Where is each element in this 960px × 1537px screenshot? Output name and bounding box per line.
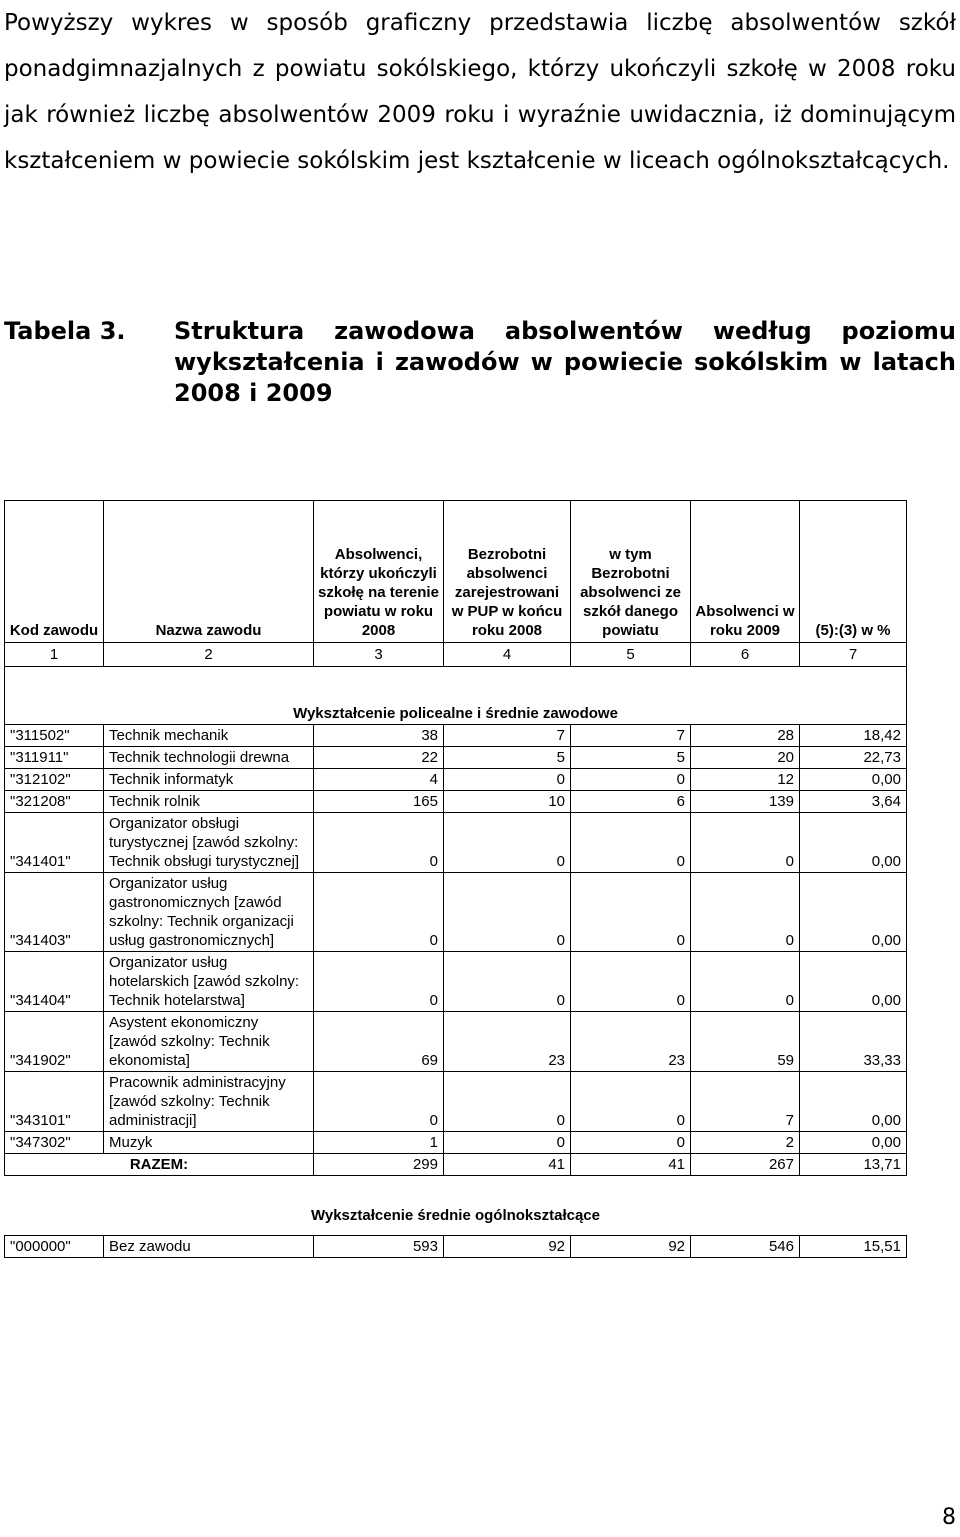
page-number: 8: [942, 1505, 956, 1530]
cell-graduates-2009: 12: [691, 769, 800, 791]
cell-ratio: 0,00: [800, 1072, 907, 1132]
cell-ratio: 18,42: [800, 725, 907, 747]
table-row: [5, 791, 907, 813]
cell-unemployed-2008: 92: [444, 1236, 571, 1258]
cell-graduates-2008: 69: [314, 1012, 444, 1072]
cell-unemployed-local: 0: [571, 1132, 691, 1154]
cell-ratio: 0,00: [800, 813, 907, 873]
cell-ratio: 0,00: [800, 873, 907, 952]
section1-title: Wykształcenie policealne i średnie zawodowe: [5, 667, 907, 725]
cell-graduates-2009: 2: [691, 1132, 800, 1154]
header-graduates-2009: Absolwenci w roku 2009: [691, 501, 800, 643]
cell-unemployed-local: 0: [571, 1072, 691, 1132]
cell-name: Organizator usług hotelarskich [zawód szkolny: Technik hotelarstwa]: [104, 952, 314, 1012]
colnum-3: 3: [314, 643, 444, 667]
cell-graduates-2009: 139: [691, 791, 800, 813]
intro-paragraph: Powyższy wykres w sposób graficzny przedstawia liczbę absolwentów szkół ponadgimnazjalnych z powiatu sokólskiego, którzy ukończyli szkołę w 2008 roku jak również liczbę absolwentów 2009 roku i wyraźnie uwidacznia, iż dominującym kształceniem w powiecie sokólskim jest kształcenie w liceach ogólnokształcących.: [4, 10, 956, 174]
section1-rows: [5, 725, 907, 1154]
colnum-6: 6: [691, 643, 800, 667]
table-row: [5, 952, 907, 1012]
cell-ratio: 33,33: [800, 1012, 907, 1072]
table-row: [5, 1132, 907, 1154]
table-row: [5, 1236, 907, 1258]
cell-name: Pracownik administracyjny [zawód szkolny: Technik administracji]: [104, 1072, 314, 1132]
header-name: Nazwa zawodu: [104, 501, 314, 643]
cell-ratio: 22,73: [800, 747, 907, 769]
total-c3: 299: [314, 1154, 444, 1176]
total-c4: 41: [444, 1154, 571, 1176]
cell-name: Asystent ekonomiczny [zawód szkolny: Technik ekonomista]: [104, 1012, 314, 1072]
cell-graduates-2009: 59: [691, 1012, 800, 1072]
total-label: RAZEM:: [5, 1154, 314, 1176]
cell-graduates-2009: 28: [691, 725, 800, 747]
cell-code: "341404": [5, 952, 104, 1012]
header-unemployed-2008: Bezrobotni absolwenci zarejestrowani w PUP w końcu roku 2008: [444, 501, 571, 643]
cell-code: "321208": [5, 791, 104, 813]
cell-unemployed-local: 0: [571, 813, 691, 873]
table-row: [5, 813, 907, 873]
cell-graduates-2008: 1: [314, 1132, 444, 1154]
cell-graduates-2008: 0: [314, 873, 444, 952]
header-ratio: (5):(3) w %: [800, 501, 907, 643]
cell-name: Muzyk: [104, 1132, 314, 1154]
section2-title: Wykształcenie średnie ogólnokształcące: [310, 1206, 600, 1224]
total-row: [5, 1154, 907, 1176]
section-header: [5, 667, 907, 725]
cell-name: Technik rolnik: [104, 791, 314, 813]
cell-graduates-2009: 0: [691, 873, 800, 952]
cell-unemployed-local: 0: [571, 769, 691, 791]
cell-unemployed-2008: 0: [444, 813, 571, 873]
table-caption-label: Tabela 3.: [4, 317, 126, 345]
cell-graduates-2009: 546: [691, 1236, 800, 1258]
cell-unemployed-local: 92: [571, 1236, 691, 1258]
cell-code: "311502": [5, 725, 104, 747]
cell-ratio: 15,51: [800, 1236, 907, 1258]
cell-name: Organizator usług gastronomicznych [zawód szkolny: Technik organizacji usług gastronomicznych]: [104, 873, 314, 952]
cell-unemployed-2008: 0: [444, 873, 571, 952]
cell-name: Technik informatyk: [104, 769, 314, 791]
cell-unemployed-local: 0: [571, 873, 691, 952]
total-c6: 267: [691, 1154, 800, 1176]
colnum-5: 5: [571, 643, 691, 667]
cell-code: "000000": [5, 1236, 104, 1258]
cell-code: "312102": [5, 769, 104, 791]
cell-unemployed-2008: 0: [444, 769, 571, 791]
cell-code: "343101": [5, 1072, 104, 1132]
cell-code: "341902": [5, 1012, 104, 1072]
cell-graduates-2008: 4: [314, 769, 444, 791]
cell-code: "347302": [5, 1132, 104, 1154]
cell-unemployed-local: 23: [571, 1012, 691, 1072]
cell-graduates-2008: 0: [314, 952, 444, 1012]
cell-unemployed-2008: 0: [444, 952, 571, 1012]
cell-unemployed-2008: 7: [444, 725, 571, 747]
table-caption-text: Struktura zawodowa absolwentów według poziomu wykształcenia i zawodów w powiecie sokólskim w latach 2008 i 2009: [174, 317, 956, 407]
header-code: Kod zawodu: [5, 501, 104, 643]
table-row: [5, 725, 907, 747]
header-row: [5, 501, 907, 643]
data-table: [4, 500, 907, 1258]
spacer-row: [5, 1176, 907, 1196]
cell-graduates-2008: 165: [314, 791, 444, 813]
cell-graduates-2008: 0: [314, 1072, 444, 1132]
section2-rows: [5, 1236, 907, 1258]
total-c5: 41: [571, 1154, 691, 1176]
cell-ratio: 3,64: [800, 791, 907, 813]
section-header: [5, 1196, 907, 1236]
header-graduates-2008: Absolwenci, którzy ukończyli szkołę na terenie powiatu w roku 2008: [314, 501, 444, 643]
cell-ratio: 0,00: [800, 1132, 907, 1154]
cell-name: Technik mechanik: [104, 725, 314, 747]
colnum-1: 1: [5, 643, 104, 667]
cell-unemployed-2008: 5: [444, 747, 571, 769]
cell-name: Bez zawodu: [104, 1236, 314, 1258]
colnum-2: 2: [104, 643, 314, 667]
section1-total: [5, 1154, 907, 1236]
table-row: [5, 873, 907, 952]
colnum-4: 4: [444, 643, 571, 667]
cell-name: Technik technologii drewna: [104, 747, 314, 769]
cell-unemployed-2008: 10: [444, 791, 571, 813]
cell-graduates-2009: 7: [691, 1072, 800, 1132]
table-row: [5, 747, 907, 769]
table-row: [5, 1072, 907, 1132]
cell-ratio: 0,00: [800, 769, 907, 791]
cell-unemployed-local: 7: [571, 725, 691, 747]
cell-unemployed-2008: 0: [444, 1072, 571, 1132]
cell-graduates-2008: 0: [314, 813, 444, 873]
cell-code: "341401": [5, 813, 104, 873]
cell-code: "341403": [5, 873, 104, 952]
column-number-row: [5, 643, 907, 667]
cell-code: "311911": [5, 747, 104, 769]
cell-graduates-2009: 0: [691, 813, 800, 873]
cell-graduates-2008: 593: [314, 1236, 444, 1258]
cell-unemployed-local: 5: [571, 747, 691, 769]
section1-body: [5, 667, 907, 725]
cell-graduates-2008: 22: [314, 747, 444, 769]
cell-graduates-2008: 38: [314, 725, 444, 747]
total-c7: 13,71: [800, 1154, 907, 1176]
cell-name: Organizator obsługi turystycznej [zawód szkolny: Technik obsługi turystycznej]: [104, 813, 314, 873]
table-row: [5, 1012, 907, 1072]
cell-unemployed-2008: 23: [444, 1012, 571, 1072]
colnum-7: 7: [800, 643, 907, 667]
cell-graduates-2009: 0: [691, 952, 800, 1012]
cell-ratio: 0,00: [800, 952, 907, 1012]
header-unemployed-local: w tym Bezrobotni absolwenci ze szkół danego powiatu: [571, 501, 691, 643]
cell-graduates-2009: 20: [691, 747, 800, 769]
table-row: [5, 769, 907, 791]
cell-unemployed-2008: 0: [444, 1132, 571, 1154]
cell-unemployed-local: 6: [571, 791, 691, 813]
cell-unemployed-local: 0: [571, 952, 691, 1012]
